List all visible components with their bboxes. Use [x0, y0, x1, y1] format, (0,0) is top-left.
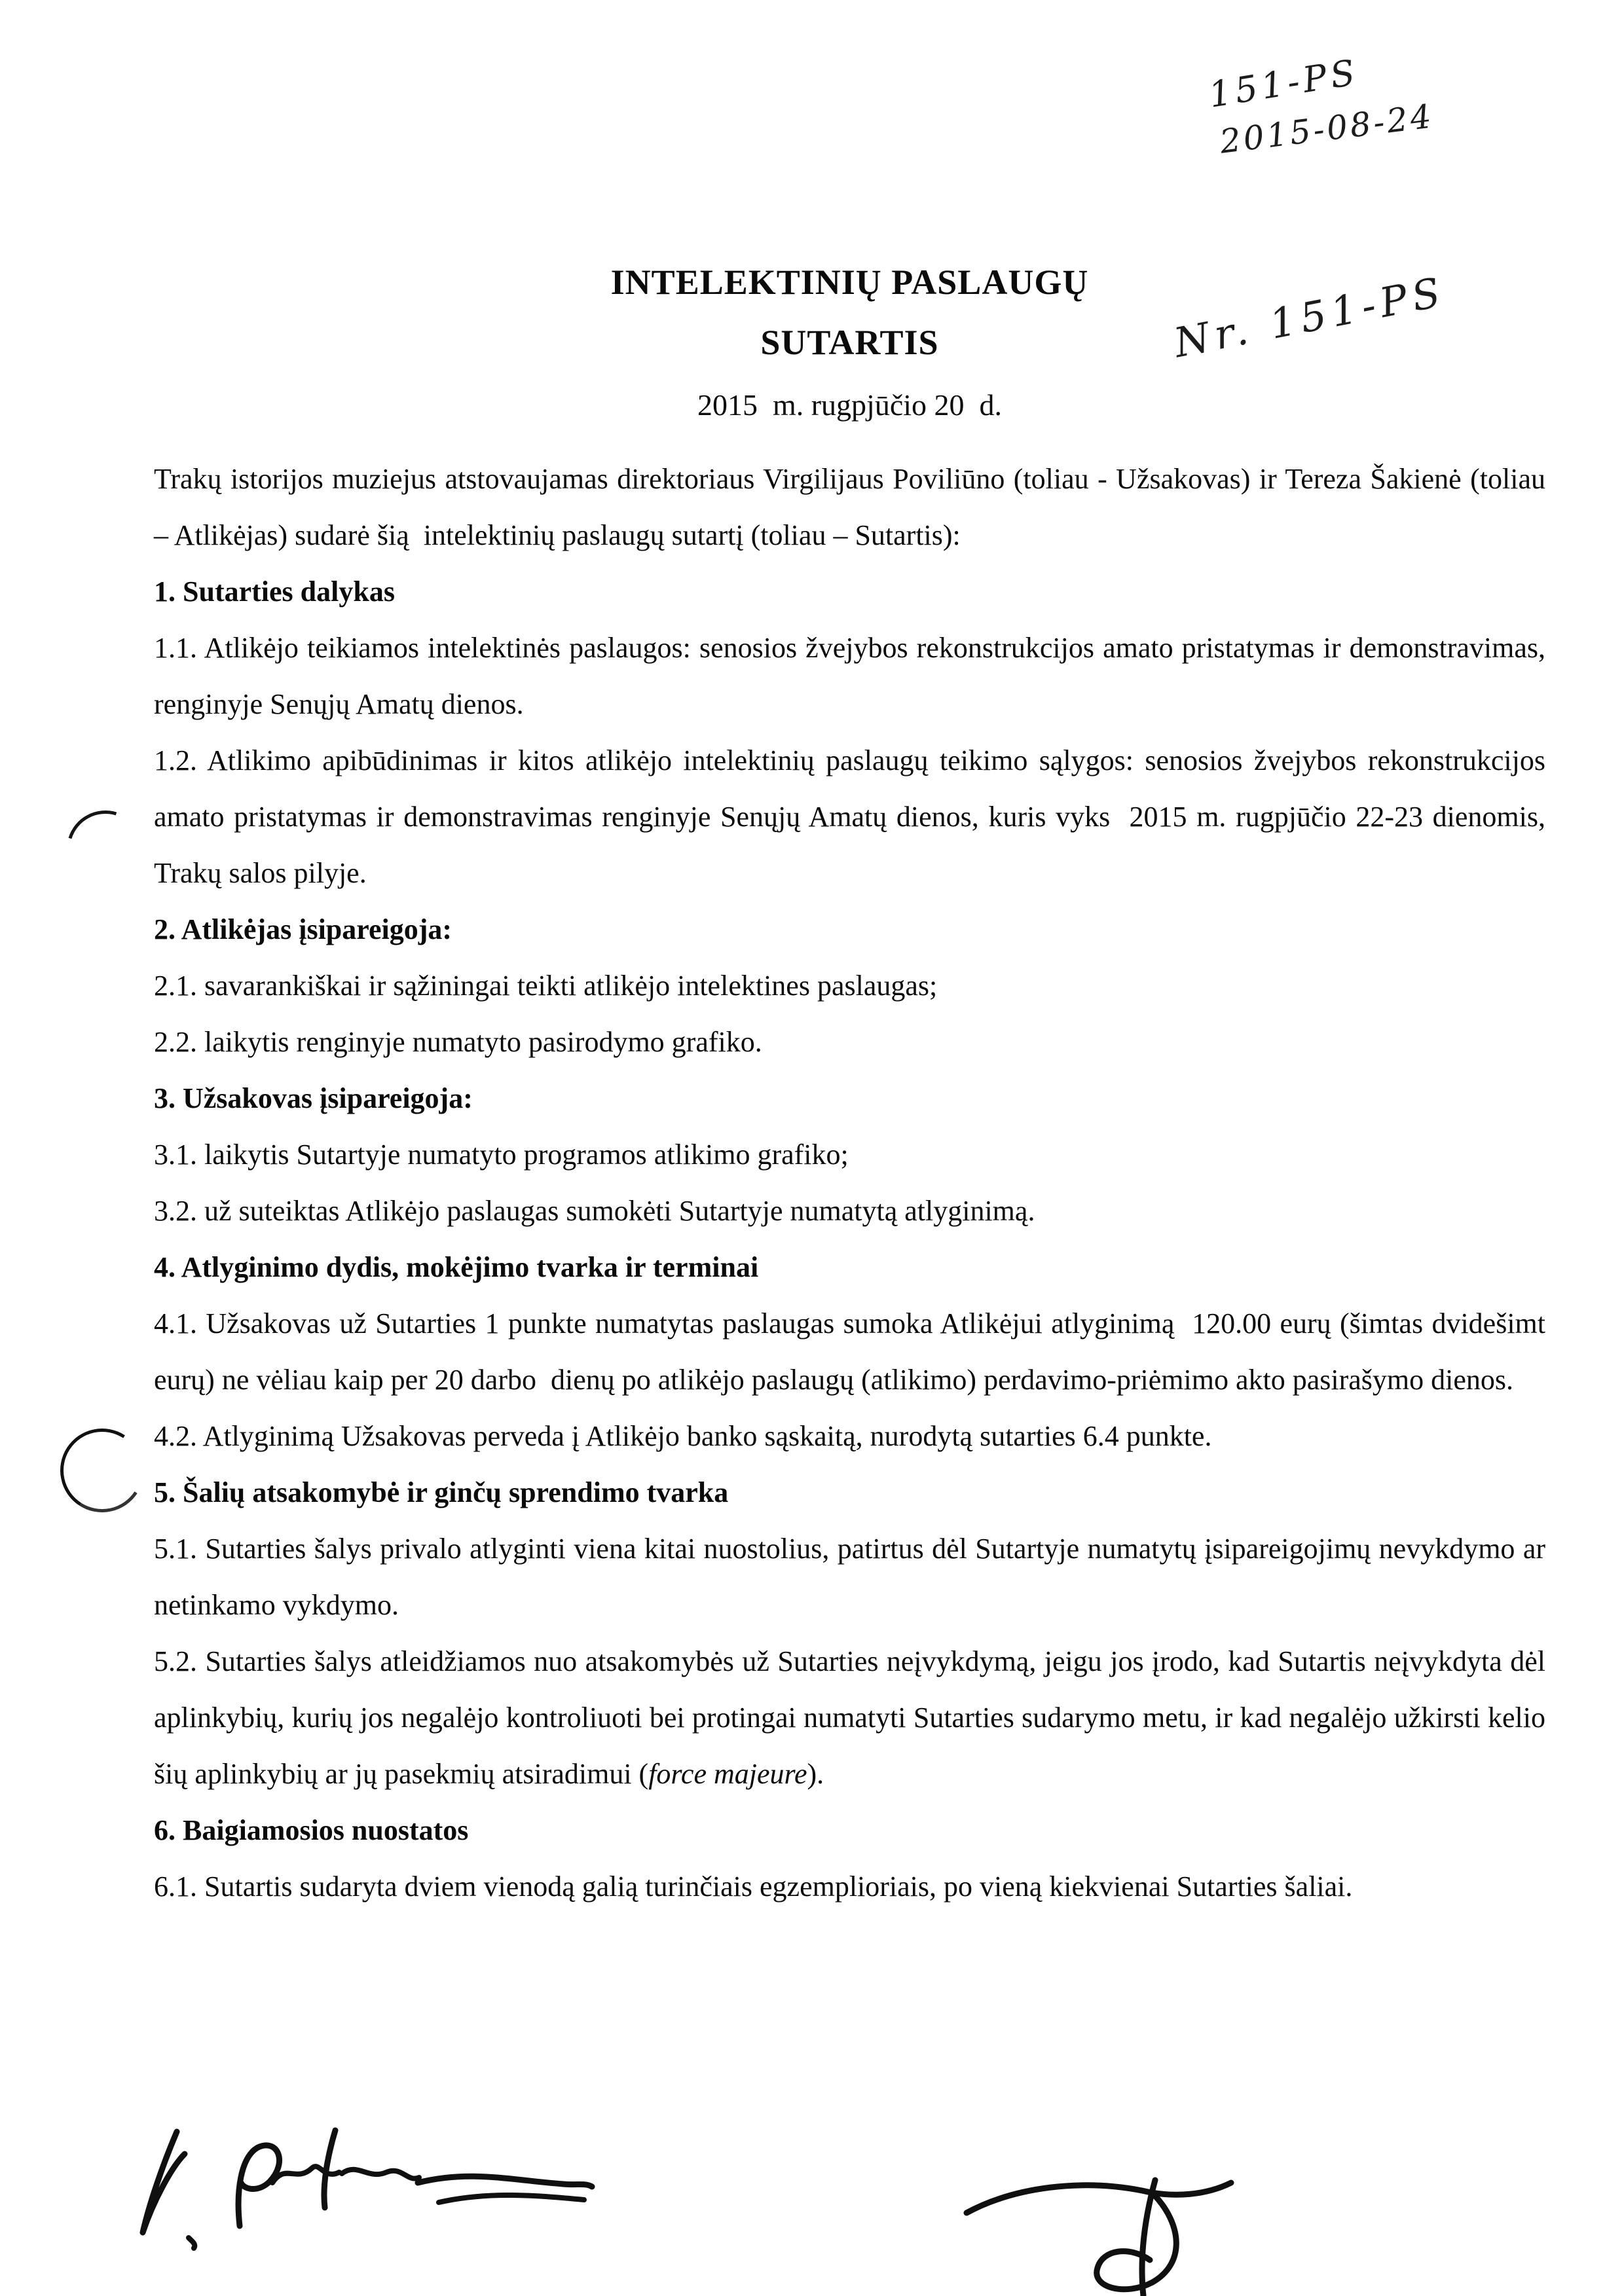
clause-2-1: 2.1. savarankiškai ir sąžiningai teikti atlikėjo intelektines paslaugas; [154, 970, 938, 1002]
clause-1-2: 1.2. Atlikimo apibūdinimas ir kitos atlikėjo intelektinių paslaugų teikimo sąlygos: senosios žvejybos rekonstrukcijos amato pristatymas ir demonstravimas renginyje Senųjų Amatų dienos, kuris vyks 2015 m. rugpjūčio 22-23 dienomis, Trakų salos pilyje. [154, 744, 1545, 889]
force-majeure-italic: force majeure [648, 1758, 807, 1790]
section-3-heading: 3. Užsakovas įsipareigoja: [154, 1082, 473, 1114]
clause-5-2-tail: ). [807, 1758, 824, 1790]
section-2-heading: 2. Atlikėjas įsipareigoja: [154, 913, 452, 945]
clause-1-1: 1.1. Atlikėjo teikiamos intelektinės paslaugos: senosios žvejybos rekonstrukcijos amato pristatymas ir demonstravimas, renginyje Senųjų Amatų dienos. [154, 632, 1545, 720]
document-title-line2: SUTARTIS [760, 323, 939, 362]
section-4-heading: 4. Atlyginimo dydis, mokėjimo tvarka ir terminai [154, 1251, 759, 1283]
section-1-heading: 1. Sutarties dalykas [154, 575, 395, 608]
handwritten-date-note: 2015-08-24 [1217, 97, 1436, 161]
clause-3-2: 3.2. už suteiktas Atlikėjo paslaugas sumokėti Sutartyje numatytą atlyginimą. [154, 1195, 1035, 1227]
intro-paragraph: Trakų istorijos muziejus atstovaujamas direktoriaus Virgilijaus Poviliūno (toliau - Užsakovas) ir Tereza Šakienė (toliau – Atlikėjas) sudarė šią intelektinių paslaugų sutartį (toliau – Sutartis): [154, 463, 1545, 551]
clause-5-2-text: 5.2. Sutarties šalys atleidžiamos nuo atsakomybės už Sutarties neįvykdymą, jeigu jos įrodo, kad Sutartis neįvykdyta dėl aplinkybių, kurių jos negalėjo kontroliuoti bei protingai numatyti Sutarties sudarymo metu, ir kad negalėjo užkirsti kelio šių aplinkybių ar jų pasekmių atsiradimui ( [154, 1645, 1545, 1790]
document-title-line1: INTELEKTINIŲ PASLAUGŲ [610, 263, 1089, 302]
handwritten-ref-number: 151-PS [1206, 51, 1362, 116]
clause-5-1: 5.1. Sutarties šalys privalo atlyginti viena kitai nuostolius, patirtus dėl Sutartyje numatytų įsipareigojimų nevykdymo ar netinkamo vykdymo. [154, 1533, 1545, 1621]
right-signature [957, 2172, 1239, 2296]
hole-punch-mark [53, 797, 158, 902]
contract-date-line: 2015 m. rugpjūčio 20 d. [697, 388, 1003, 422]
contract-document [154, 262, 1545, 1915]
handwritten-contract-number: Nr. 151-PS [1170, 267, 1450, 367]
left-signature [111, 2120, 622, 2264]
hole-punch-mark [52, 1421, 152, 1520]
clause-3-1: 3.1. laikytis Sutartyje numatyto programos atlikimo grafiko; [154, 1139, 849, 1171]
clause-4-1: 4.1. Užsakovas už Sutarties 1 punkte numatytas paslaugas sumoka Atlikėjui atlyginimą 120.00 eurų (šimtas dvidešimt eurų) ne vėliau kaip per 20 darbo dienų po atlikėjo paslaugų (atlikimo) perdavimo-priėmimo akto pasirašymo dienos. [154, 1307, 1545, 1396]
section-5-heading: 5. Šalių atsakomybė ir ginčų sprendimo tvarka [154, 1476, 729, 1508]
section-6-heading: 6. Baigiamosios nuostatos [154, 1814, 469, 1846]
clause-2-2: 2.2. laikytis renginyje numatyto pasirodymo grafiko. [154, 1026, 762, 1058]
clause-5-2 [154, 1633, 1545, 1802]
clause-4-2: 4.2. Atlyginimą Užsakovas perveda į Atlikėjo banko sąskaitą, nurodytą sutarties 6.4 punkte. [154, 1420, 1212, 1452]
clause-6-1: 6.1. Sutartis sudaryta dviem vienodą galią turinčiais egzemplioriais, po vieną kiekvienai Sutarties šaliai. [154, 1870, 1353, 1903]
